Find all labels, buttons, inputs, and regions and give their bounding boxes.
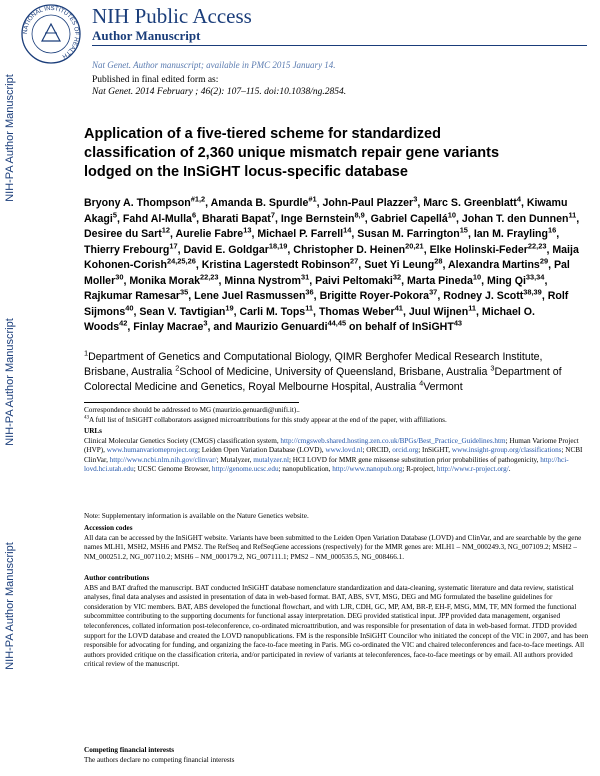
author-name: Maija Kohonen-Corish	[84, 243, 579, 271]
author-affiliation-sup: 11	[468, 302, 477, 312]
author-affiliation-sup: 29	[539, 256, 549, 266]
author-name: Rolf Sijmons	[84, 290, 569, 318]
author-affiliation-sup: 12	[161, 225, 170, 235]
on-behalf-sup: 43	[453, 318, 463, 328]
author-affiliation-sup: 28	[434, 256, 443, 266]
affiliation-sup: 3	[490, 363, 495, 373]
author-affiliation-sup: 41	[394, 302, 403, 312]
side-banner-middle	[3, 312, 17, 452]
author-affiliation-sup: 32	[392, 271, 402, 281]
author-name: Kiwamu Akagi	[84, 197, 568, 225]
side-banner-bottom	[3, 536, 17, 676]
author-name: Desiree du Sart	[84, 228, 162, 240]
author-affiliation-sup: 14	[343, 225, 352, 235]
url-link[interactable]: www.insight-group.org/classifications	[451, 446, 562, 455]
url-link[interactable]: http://cmgsweb.shared.hosting.zen.co.uk/BPGs/Best_Practice_Guidelines.htm	[280, 436, 506, 445]
url-label: ; Leiden Open Variation Database (LOVD),	[197, 446, 326, 455]
affiliations	[84, 350, 584, 395]
author-name: Ming Qi	[487, 274, 526, 287]
urls-text	[84, 437, 589, 475]
author-affiliation-sup: 22,23	[527, 240, 547, 250]
author-name: Maurizio Genuardi	[235, 321, 328, 333]
author-name: Pal Moller	[84, 259, 570, 287]
collaborators-note	[84, 416, 589, 426]
author-name: David E. Goldgar	[183, 243, 269, 256]
url-label: ; InSiGHT,	[418, 446, 452, 455]
author-name: Fahd Al-Mulla	[122, 212, 192, 225]
url-label: ; ORCID,	[362, 446, 393, 455]
author-name: Carli M. Tops	[239, 305, 306, 318]
author-name: Marta Pineda	[406, 274, 473, 287]
author-affiliation-sup: 3	[413, 194, 418, 204]
affiliation-sup: 1	[84, 348, 89, 358]
header-divider	[92, 45, 587, 46]
author-affiliation-sup: 15	[459, 225, 468, 235]
author-affiliation-sup: 40	[125, 302, 134, 312]
url-link[interactable]: orcid.org	[392, 446, 419, 455]
author-name: Brigitte Royer-Pokora	[319, 290, 430, 302]
author-name: Rodney J. Scott	[443, 290, 524, 302]
url-label: ; HCI LOVD for MMR gene missense substitution prior probabilities of pathogenicity,	[288, 455, 541, 464]
affiliation-text: Vermont	[423, 381, 463, 393]
author-name: Thierry Frebourg	[84, 243, 170, 256]
author-affiliation-sup: 7	[270, 209, 275, 219]
accession-text: All data can be accessed by the InSiGHT website. Variants have been submitted to the Leiden Open Variation Database (LOVD) and ClinVar, and are searchable by the gene names MLH1, MSH2, MSH6 and PMS2. The RefSeq and RefSeqGene accessions (respectively) for the MMR genes are: MLH1 – NM_000249.3, NG_007109.2; MSH2 – NM_000251.2, NG_007110.2; MSH6 – NM_000179.2, NG_007111.1; PMS2 – NM_000535.5, NG_008466.1.	[84, 533, 582, 561]
author-affiliation-sup: #1	[308, 194, 317, 204]
accession-heading: Accession codes	[84, 524, 133, 532]
collab-text: A full list of InSiGHT collaborators assigned microattributions for this study appear at the end of the paper, with affiliations.	[89, 416, 447, 424]
url-link[interactable]: http://genome.ucsc.edu	[211, 465, 279, 474]
contributions-text: ABS and BAT drafted the manuscript. BAT conducted InSiGHT database nomenclature standardization and data-cleaning, systematic literature and data review, statistical analyses, final data analyses and assisted in presentation of data in web-based format. BAT, ABS, SVT, MSG, DEG and MG formulated the baseline guidelines for consideration by VIC members. BAT, ABS developed the functional flowchart, and with LJR, CDH, GC, MP, AM, BR-P, EH-F, MSG, MM, TF, MN formed the functional subcommittee contributing to the supporting documents for functional assay interpretation. DEG provided statistical input. JPP provided data management, organised teleconferences, collated information post-teleconference, co-ordinated microattribution, and was responsible for presentation of data in web-based format. JTDD provided support for the LOVD database and created the LOVD nanopublications. FM is the responsible InSiGHT Councilor who initiated the concept of the VIC in 2007, and has been responsible for advocating for funding, and organizing the face-to-face meeting in Paris. MG co-ordinated the VIC and chaired teleconferences and face-to-face meetings. All authors provided critique on the classification criteria, and/or participated in review of variants at teleconferences, face-to-face meetings or by email. All authors provided critical review of the manuscript.	[84, 583, 589, 669]
side-banner-top	[3, 68, 17, 208]
author-name: Kristina Lagerstedt Robinson	[201, 259, 351, 271]
accession-section	[84, 524, 589, 562]
author-name: Finlay Macrae	[133, 321, 204, 333]
url-label: ; NCBI ClinVar,	[84, 446, 583, 464]
contributions-heading: Author contributions	[84, 574, 150, 582]
citation-line	[92, 87, 346, 97]
and-text: , and	[207, 321, 236, 333]
author-affiliation-sup: 20,21	[405, 240, 424, 250]
author-name: Michael P. Farrell	[257, 228, 344, 240]
author-affiliation-sup: 17	[169, 240, 178, 250]
url-label: ; Mutalyzer,	[216, 455, 254, 464]
author-affiliation-sup: 42	[119, 318, 128, 328]
author-name: Paivi Peltomaki	[315, 274, 393, 287]
author-affiliation-sup: 3	[203, 318, 208, 328]
url-link[interactable]: http://www.nanopub.org	[332, 465, 403, 474]
author-affiliation-sup: 13	[243, 225, 252, 235]
source-line: Nat Genet. Author manuscript; available in PMC 2015 January 14.	[92, 60, 336, 70]
author-affiliation-sup: 27	[350, 256, 359, 266]
published-label: Published in final edited form as:	[92, 75, 219, 85]
author-affiliation-sup: 22,23	[199, 271, 219, 281]
url-link[interactable]: mutalyzer.nl	[253, 455, 289, 464]
supplementary-note: Note: Supplementary information is available on the Nature Genetics website.	[84, 512, 309, 520]
footnote-divider	[84, 402, 299, 403]
urls-section	[84, 427, 589, 475]
author-name: Elke Holinski-Feder	[429, 243, 528, 256]
author-affiliation-sup: 10	[447, 209, 457, 219]
urls-heading: URLs	[84, 427, 102, 435]
author-name: Rajkumar Ramesar	[84, 290, 180, 302]
author-affiliation-sup: 38,39	[523, 287, 542, 297]
url-link[interactable]: www.humanvariomeproject.org	[106, 446, 198, 455]
author-name: Christopher D. Heinen	[293, 243, 406, 256]
author-affiliation-sup: 11	[305, 302, 314, 312]
seal-text: NATIONAL INSTITUTES OF HEALTH	[22, 5, 80, 59]
author-affiliation-sup: 6	[191, 209, 197, 219]
nih-seal-logo	[20, 3, 82, 65]
side-banner-text: NIH-PA Author Manuscript	[4, 542, 16, 670]
author-name: Michael O. Woods	[84, 305, 535, 333]
author-name: Johan T. den Dunnen	[461, 212, 569, 225]
author-affiliation-sup: 35	[180, 287, 189, 297]
url-link[interactable]: http://www.r-project.org/	[436, 465, 509, 474]
url-label: ; UCSC Genome Browser,	[133, 465, 212, 474]
url-label: .	[508, 465, 511, 474]
author-affiliation-sup: #1,2	[190, 194, 206, 204]
article-title: Application of a five-tiered scheme for standardized classification of 2,360 unique mismatch repair gene variants lodged on the InSiGHT locus-specific database	[84, 126, 500, 180]
author-name: Bharati Bapat	[201, 212, 271, 225]
author-name: Juul Wijnen	[408, 305, 469, 318]
side-banner-text: NIH-PA Author Manuscript	[4, 74, 16, 202]
author-affiliation-sup: 8,9	[354, 209, 365, 219]
author-name: Gabriel Capellá	[370, 212, 448, 225]
url-label: ; R-project,	[402, 465, 437, 474]
nih-public-access-title: NIH Public Access	[92, 4, 252, 28]
competing-heading: Competing financial interests	[84, 746, 175, 754]
correspondence-note: Correspondence should be addressed to MG (maurizio.genuardi@unifi.it)..	[84, 406, 300, 414]
url-label: Clinical Molecular Genetics Society (CMGS) classification system,	[84, 436, 281, 445]
collab-sup: 43	[84, 415, 90, 421]
svg-text:NATIONAL INSTITUTES OF HEALTH	[23, 6, 79, 59]
author-affiliation-sup: 24,25,26	[166, 256, 196, 266]
url-label: ; Human Variome Project (HVP),	[84, 436, 579, 455]
author-list: Bryony A. Thompson$^{\#1,2}$, Amanda B. Spurdle$^{\#1}$, John-Paul Plazzer$^3$, Marc S. Greenblatt$^4$, Kiwamu Akagi$^5$, Fahd Al-Mulla$^6$, Bharati Bapat$^7$, Inge Bernstein$^{8,9}$, Gabriel Capellá$^{10}$, Johan T. den Dunnen$^{11}$, Desiree du Sart$^{12}$, Aurelie Fabre$^{13}$, Michael P. Farrell$^{14}$, Susan M. Farrington$^{15}$, Ian M. Frayling$^{16}$, Thierry Frebourg$^{17}$, David E. Goldgar$^{18,19}$, Christopher D. Heinen$^{20,21}$, Elke Holinski-Feder$^{22,23}$, Maija Kohonen-Corish$^{24,25,26}$, Kristina Lagerstedt Robinson$^{27}$, Suet Yi Leung$^{28}$, Alexandra Martins$^{29}$, Pal Moller$^{30}$, Monika Morak$^{22,23}$, Minna Nystrom$^{31}$, Paivi Peltomaki$^{32}$, Marta Pineda$^{10}$, Ming Qi$^{33,34}$, Rajkumar Ramesar$^{35}$, Lene Juel Rasmussen$^{36}$, Brigitte Royer-Pokora$^{37}$, Rodney J. Scott$^{38,39}$, Rolf Sijmons$^{40}$, Sean V. Tavtigian$^{19}$, Carli M. Tops$^{11}$, Thomas Weber$^{41}$, Juul Wijnen$^{11}$, Michael O. Woods$^{42}$, Finlay Macrae$^3$, and Maurizio Genuardi$^{44,45}$ on behalf of InSiGHT$^{43}$	[84, 194, 580, 333]
author-affiliation-sup: 4	[516, 194, 521, 204]
author-affiliation-sup: 37	[429, 287, 438, 297]
author-name: Inge Bernstein	[280, 212, 355, 225]
author-affiliation-sup: 44,45	[327, 318, 347, 328]
author-affiliation-sup: 31	[300, 271, 310, 281]
author-name: Bryony A. Thompson	[84, 197, 191, 209]
author-affiliation-sup: 30	[115, 271, 124, 281]
affiliation-text: Department of Colorectal Medicine and Genetics, Royal Melbourne Hospital, Australia	[84, 366, 562, 393]
author-affiliation-sup: 11	[568, 209, 577, 219]
url-link[interactable]: www.lovd.nl	[325, 446, 363, 455]
author-name: Ian M. Frayling	[473, 228, 548, 240]
author-affiliation-sup: 19	[225, 302, 234, 312]
author-name: Lene Juel Rasmussen	[194, 290, 306, 302]
contributions-section	[84, 574, 589, 670]
author-manuscript-label: Author Manuscript	[92, 28, 201, 43]
affiliation-sup: 4	[419, 378, 424, 388]
side-banner-text: NIH-PA Author Manuscript	[4, 318, 16, 446]
author-affiliation-sup: 36	[305, 287, 314, 297]
author-affiliation-sup: 5	[112, 209, 117, 219]
competing-text: The authors declare no competing financial interests	[84, 755, 235, 764]
author-name: Suet Yi Leung	[364, 259, 435, 271]
url-link[interactable]: http://www.ncbi.nlm.nih.gov/clinvar/	[109, 455, 217, 464]
affiliation-sup: 2	[175, 363, 180, 373]
url-label: ; nanopublication,	[278, 465, 333, 474]
affiliation-text: Department of Genetics and Computational Biology, QIMR Berghofer Medical Research Institute, Brisbane, Australia	[84, 351, 543, 378]
competing-section	[84, 746, 589, 765]
author-name: Marc S. Greenblatt	[423, 197, 517, 209]
author-affiliation-sup: 33,34	[525, 271, 545, 281]
author-name: Susan M. Farrington	[357, 228, 460, 240]
author-affiliation-sup: 18,19	[268, 240, 288, 250]
author-name: John-Paul Plazzer	[322, 197, 414, 209]
affiliation-text: School of Medicine, University of Queensland, Brisbane, Australia	[179, 366, 491, 378]
author-affiliation-sup: 10	[472, 271, 482, 281]
on-behalf-text: on behalf of InSiGHT	[346, 321, 454, 333]
author-name: Monika Morak	[129, 274, 200, 287]
author-name: Alexandra Martins	[447, 259, 540, 271]
author-affiliation-sup: 16	[548, 225, 557, 235]
author-name: Thomas Weber	[318, 305, 395, 318]
author-name: Aurelie Fabre	[175, 228, 244, 240]
citation-text: Nat Genet. 2014 February ; 46(2): 107–115. doi:10.1038/ng.2854.	[92, 87, 347, 97]
author-name: Minna Nystrom	[224, 274, 301, 287]
author-name: Sean V. Tavtigian	[139, 305, 226, 318]
author-name: Amanda B. Spurdle	[210, 197, 309, 209]
url-link[interactable]: http://hci-lovd.hci.utah.edu	[84, 455, 569, 474]
